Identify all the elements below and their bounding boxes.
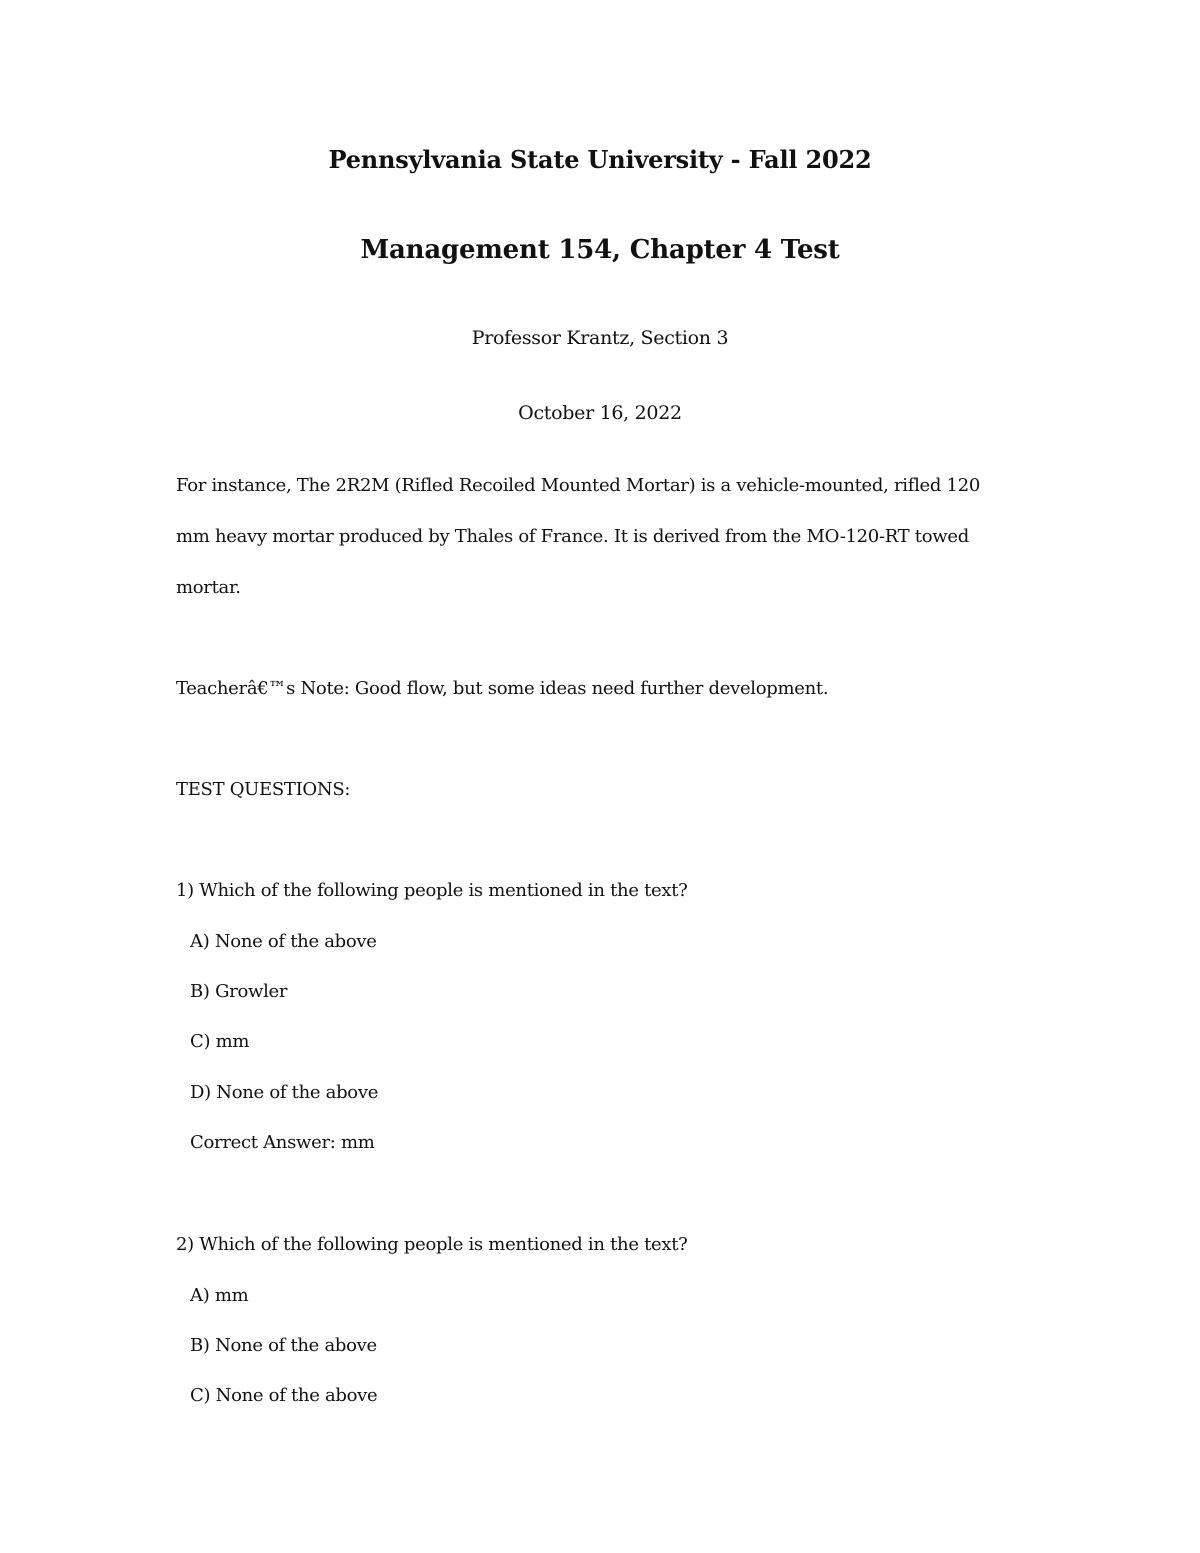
section-heading: TEST QUESTIONS:	[176, 779, 351, 800]
answer-option: A) None of the above	[190, 931, 377, 952]
passage-line: mortar.	[176, 577, 241, 598]
correct-answer: Correct Answer: mm	[190, 1132, 375, 1153]
passage-line: For instance, The 2R2M (Rifled Recoiled Mounted Mortar) is a vehicle-mounted, rifled 120	[176, 475, 981, 496]
question-prompt: 1) Which of the following people is mentioned in the text?	[176, 880, 688, 901]
answer-option: A) mm	[190, 1285, 249, 1306]
university-heading: Pennsylvania State University - Fall 2022	[328, 145, 872, 174]
professor-line: Professor Krantz, Section 3	[471, 327, 729, 349]
passage-line: mm heavy mortar produced by Thales of France. It is derived from the MO-120-RT towed	[176, 526, 969, 547]
course-title: Management 154, Chapter 4 Test	[360, 235, 840, 265]
date-line: October 16, 2022	[518, 402, 682, 424]
answer-option: C) mm	[190, 1031, 250, 1052]
answer-option: B) Growler	[190, 981, 288, 1002]
answer-option: C) None of the above	[190, 1385, 378, 1406]
question-prompt: 2) Which of the following people is mentioned in the text?	[176, 1234, 688, 1255]
answer-option: B) None of the above	[190, 1335, 377, 1356]
teacher-note: Teacherâ€™s Note: Good flow, but some ideas need further development.	[176, 678, 829, 699]
answer-option: D) None of the above	[190, 1082, 379, 1103]
